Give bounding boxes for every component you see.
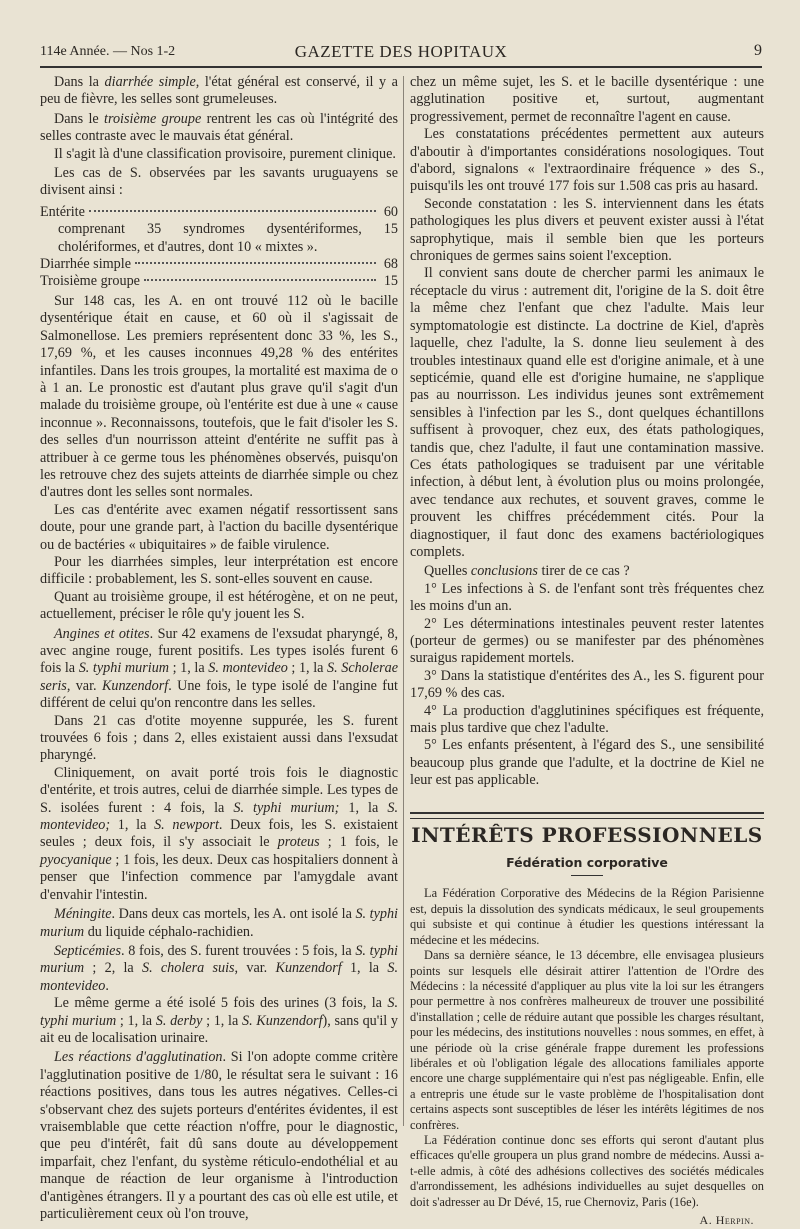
paragraph: Dans sa dernière séance, le 13 décembre, elle envisagea plusieurs points sur lesquels elle désirait attirer l'attention de l'Ordre des Médecins : la nécessité d'appliquer au plus vite la loi sur les étrangers pour permettre à nos confrères malheureux de trouver une possibilité d'installation ; celle de réduire autant que possible les charges résultant, pour les médecins, des institutions nouvelles : nous sommes, en effet, à une période où la crise générale frappe durement les professions libérales et où l'obligation légale des allocations familiales apporte encore une charge supplémentaire qui n'est pas négligeable. Enfin, elle a entrepris une étude sur le vaste problème de l'hospitalisation dont certains aspects sont susceptibles de léser les intérêts légitimes de nos confrères.: [410, 948, 764, 1132]
paragraph: Les réactions d'agglutination. Si l'on adopte comme critère l'agglutination positive de 1/80, le résultat sera le suivant : 16 réactions positives, dans tous les autres négatives. Celles-ci s'observant chez des sujets porteurs d'entérites évidentes, il est vraisemblable que cette réaction n'offre, pour le diagnostic, que peu d'intérêt, fait dû sans doute au développement imparfait, chez l'enfant, du système réticulo-endothélial et au manque de réaction de leur organisme à l'introduction d'antigènes étrangers. Il y a pourtant des cas où elle est utile, et particulièrement ceux où l'on trouve,: [40, 1049, 398, 1222]
paragraph: chez un même sujet, les S. et le bacille dysentérique : une agglutination positive et, surtout, augmentant progressivement, permet de reconnaître l'agent en cause.: [410, 74, 764, 125]
paragraph: Sur 148 cas, les A. en ont trouvé 112 où le bacille dysentérique était en cause, et 60 où il s'agissait de Salmonellose. Les premiers représentent donc 33 %, les S., 17,69 %, et les causes inconnues 49,28 % des entérites infantiles. Dans les trois groupes, la mortalité est maxima de o à 1 an. Le pronostic est d'autant plus grave qu'il s'agit d'un malade du troisième groupe, où l'entérite est due à une « cause inconnue ». Reconnaissons, toutefois, que le fait d'isoler les S. des selles d'un nourrisson atteint d'entérite ne suffit pas à attribuer à ce germe tous les phénomènes observés, puisqu'on les retrouve chez des sujets atteints de diarrhée simple ou chez d'autres dont les selles sont normales.: [40, 292, 398, 501]
page-header: [40, 42, 762, 68]
paragraph: Dans 21 cas d'otite moyenne suppurée, les S. furent trouvées 6 fois ; dans 2, elles existaient aussi dans l'exsudat pharyngé.: [40, 712, 398, 764]
signature: A. Herpin.: [699, 1213, 754, 1227]
paragraph: Le même germe a été isolé 5 fois des urines (3 fois, la S. typhi murium ; 1, la S. derby ; 1, la S. Kunzendorf), sans qu'il y ait eu de localisation urinaire.: [40, 995, 398, 1046]
conclusion-item: 5° Les enfants présentent, à l'égard des S., une sensibilité beaucoup plus grande que l'adulte, et la doctrine de Kiel ne leur est pas applicable.: [410, 737, 764, 789]
paragraph: Angines et otites. Sur 42 examens de l'exsudat pharyngé, 8, avec angine rouge, furent positifs. Les types isolés furent 6 fois la S. typhi murium ; 1, la S. montevideo ; 1, la S. Scholerae seris, var. Kunzendorf. Une fois, le type isolé de l'angine fut différent de celui qu'on rencontre dans les selles.: [40, 625, 399, 712]
paragraph: La Fédération continue donc ses efforts qui seront d'autant plus efficaces qu'elle groupera un plus grand nombre de médecins. Aussi a-t-elle admis, à côté des adhésions collectives des sociétés médicales d'arrondissement, les adhésions individuelles au sujet desquelles on doit s'adresser au Dr Dévé, 15, rue Chernoviz, Paris (16e).: [410, 1132, 764, 1209]
conclusion-item: 4° La production d'agglutinines spécifiques est fréquente, mais plus tardive que chez l'adulte.: [410, 702, 764, 737]
paragraph: Septicémies. 8 fois, des S. furent trouvées : 5 fois, la S. typhi murium ; 2, la S. cholera suis, var. Kunzendorf 1, la S. montevideo.: [40, 942, 399, 994]
journal-title: GAZETTE DES HOPITAUX: [294, 42, 508, 61]
paragraph: Dans le troisième groupe rentrent les cas où l'intégrité des selles contraste avec le mauvais état général.: [40, 110, 398, 145]
list-note: comprenant 35 syndromes dysentériformes, 15 cholériformes, et d'autres, dont 10 « mixtes ».: [58, 221, 398, 255]
list-item: Diarrhée simple 68: [40, 256, 398, 273]
paragraph: Il convient sans doute de chercher parmi les animaux le réceptacle du virus : autrement dit, l'origine de la S. doit être la même chez l'enfant que chez l'adulte. Mais leur symptomatologie est distincte. La doctrine de Kiel, d'après laquelle, chez l'adulte, la S. donne lieu seulement à des troubles intestinaux quand elle est d'origine animale, et à une septicémie, quand elle est d'origine humaine, ne s'applique pas au nourrisson. Les individus jeunes sont extrêmement sensibles à l'infection par les S., dont quelques échantillons suffisent à provoquer, chez eux, des états pathologiques, tandis que, chez l'adulte, il faut une contamination massive. Ces états pathologiques se traduisent par une véritable infection, à début lent, à évolution plus ou moins prolongée, avec tendance aux rechutes, et souvent graves, comme le prouvent les chiffres précédemment cités. Pour la diagnostiquer, il faut donc des examens bactériologiques complets.: [410, 265, 764, 560]
paragraph: Les cas de S. observées par les savants uruguayens se divisent ainsi :: [40, 165, 398, 199]
right-column: [410, 74, 764, 1229]
left-column: [40, 74, 398, 1223]
list-item: Entérite 60: [40, 203, 398, 220]
section-rule: [410, 812, 764, 819]
subheading: Fédération corporative: [506, 855, 668, 871]
paragraph: Méningite. Dans deux cas mortels, les A. ont isolé la S. typhi murium du liquide céphalo-rachidien.: [40, 906, 398, 940]
paragraph: Dans la diarrhée simple, l'état général est conservé, il y a peu de fièvre, les selles sont grumeleuses.: [40, 74, 398, 108]
conclusion-item: 1° Les infections à S. de l'enfant sont très fréquentes chez les moins d'un an.: [410, 580, 764, 615]
short-rule: [571, 875, 603, 876]
conclusion-item: 3° Dans la statistique d'entérites des A., les S. figurent pour 17,69 % des cas.: [410, 667, 764, 702]
section-title: INTÉRÊTS PROFESSIONNELS: [411, 822, 763, 847]
paragraph: Seconde constatation : les S. interviennent dans les états pathologiques les plus divers et peuvent exister aussi à l'état saprophytique, mais il semble bien que les porteurs chroniques de germes sains soient l'exception.: [410, 195, 764, 265]
paragraph: Pour les diarrhées simples, leur interprétation est encore difficile : probablement, les S. sont-elles souvent en cause.: [40, 553, 398, 588]
column-divider: [403, 76, 404, 1126]
paragraph: Quelles conclusions tirer de ce cas ?: [424, 563, 630, 580]
issue-label: 114e Année. — Nos 1-2: [40, 44, 176, 59]
paragraph: La Fédération Corporative des Médecins de la Région Parisienne est, depuis la dissolution des syndicats médicaux, le seul groupements qui subsiste et qui continue à étudier les questions intéressant la médecine et les médecins.: [410, 886, 764, 947]
paragraph: Les constatations précédentes permettent aux auteurs d'aboutir à d'importantes considérations nosologiques. Tout d'abord, signalons « l'extraordinaire fréquence » des S., puisqu'ils les ont trouvé 177 fois sur 1.508 cas pris au hasard.: [410, 126, 764, 195]
paragraph: Il s'agit là d'une classification provisoire, purement clinique.: [54, 145, 396, 162]
list-item: Troisième groupe 15: [40, 273, 398, 290]
paragraph: Cliniquement, on avait porté trois fois le diagnostic d'entérite, et trois autres, celui de diarrhée simple. Les types de S. isolées furent : 4 fois, la S. typhi murium; 1, la S. montevideo; 1, la S. newport. Deux fois, les S. existaient seules ; deux fois, il s'y associait le proteus ; 1 fois, le pyocyanique ; 1 fois, les deux. Deux cas hospitaliers donnent à penser que l'infection commence par l'amygdale avant d'envahir l'intestin.: [40, 764, 398, 903]
paragraph: Les cas d'entérite avec examen négatif ressortissent sans doute, pour une grande part, à l'action du bacille dysentérique ou de bactéries « ubiquitaires » de faible virulence.: [40, 501, 398, 553]
professional-section: [410, 886, 764, 1210]
page-number: 9: [754, 42, 762, 59]
paragraph: Quant au troisième groupe, il est hétérogène, et on ne peut, actuellement, préciser le rôle qu'y jouent les S.: [40, 588, 398, 623]
conclusion-item: 2° Les déterminations intestinales peuvent rester latentes (porteur de germes) ou se manifester par des phénomènes suraigus rapidement mortels.: [410, 615, 764, 667]
